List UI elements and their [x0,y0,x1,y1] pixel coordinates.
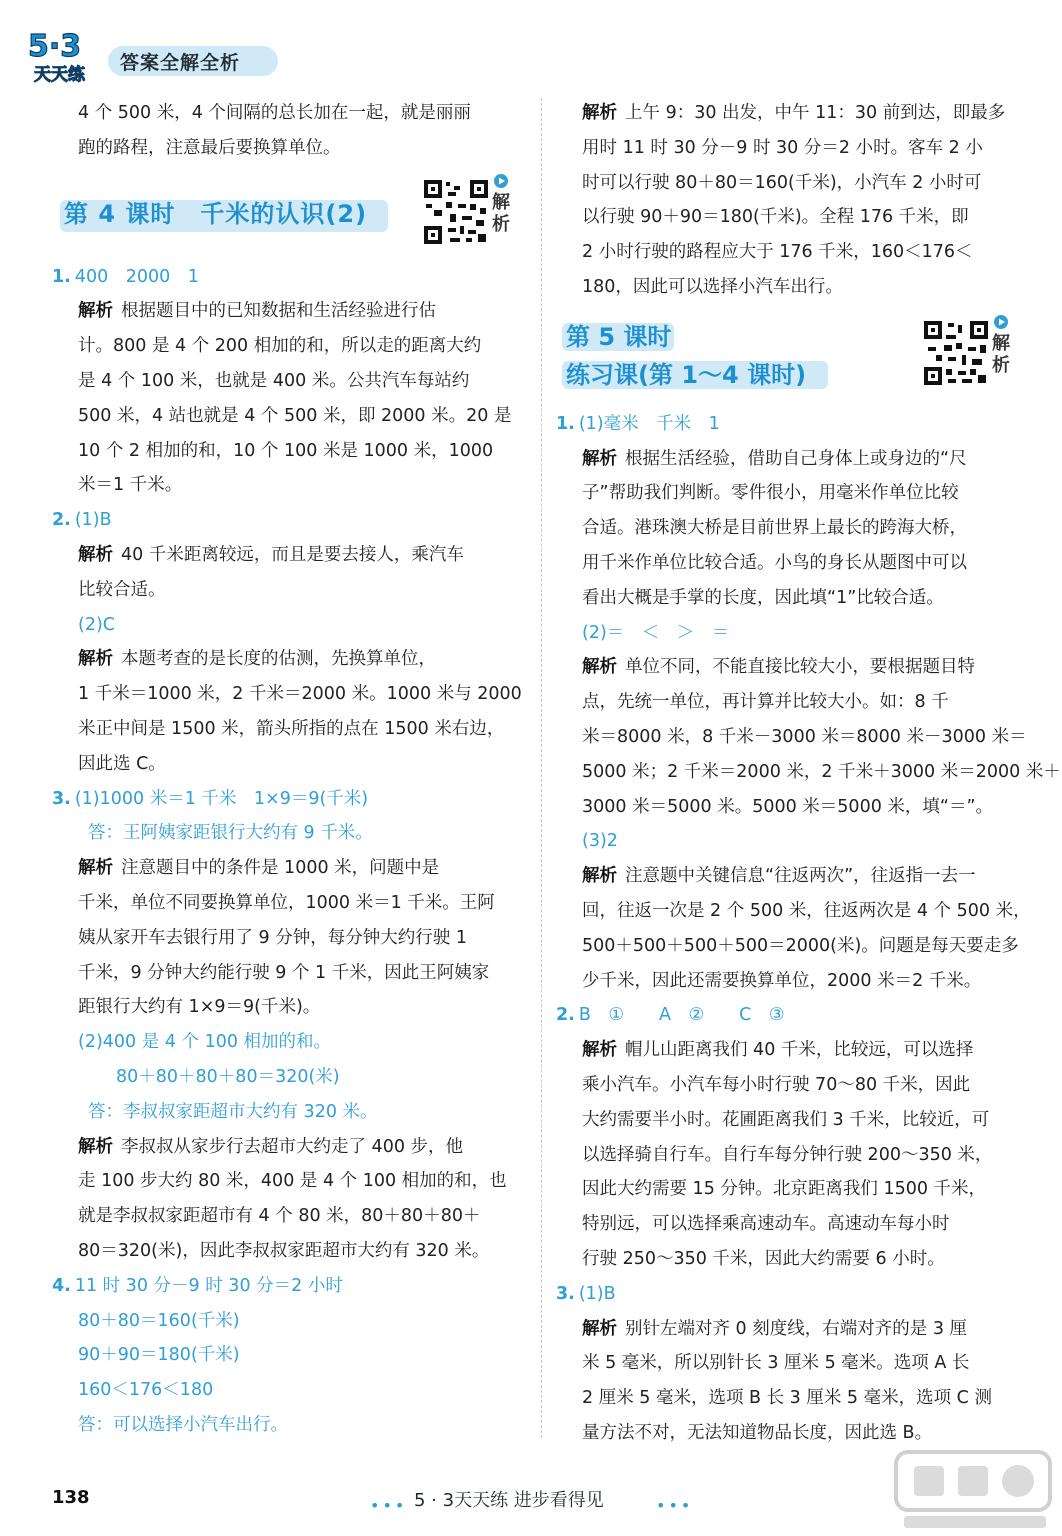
text-line [52,677,522,712]
text-line: 4 个 500 米，4 个间隔的总长加在一起，就是丽丽 [78,103,471,123]
qr-label: 解析 [992,332,1010,376]
text-line [556,511,1026,546]
text: 合适。港珠澳大桥是目前世界上最长的跨海大桥， [582,518,967,539]
text-line [556,720,1026,755]
answer-text: 80＋80＝160(千米) [78,1310,240,1331]
text-line [52,1234,522,1269]
answer-text: 80＋80＋80＋80＝320(米) [116,1066,340,1087]
text: 点，先统一单位，再计算并比较大小。如：8 千 [582,692,949,713]
text: 就是李叔叔家距超市有 4 个 80 米，80＋80＋80＋ [78,1206,481,1227]
question-number: 1. [52,266,71,287]
explanation-line [556,859,1026,894]
text: 计。800 是 4 个 200 相加的和，所以走的距离大约 [78,336,482,357]
text-line [556,270,1026,305]
lesson-5-title: 第 5 课时 [566,322,672,351]
explanation-text: 李叔叔从家步行去超市大约走了 400 步，他 [121,1136,464,1157]
answer-text: (2)C [78,614,116,635]
text-line [556,1416,1026,1451]
text: 走 100 步大约 80 米，400 是 4 个 100 相加的和，也 [78,1171,507,1192]
explanation-label: 解析 [582,866,617,887]
text: 以行驶 90＋90＝180(千米)。全程 176 千米，即 [582,207,969,228]
question-answer [52,260,522,295]
text: 用千米作单位比较合适。小鸟的身长从题图中可以 [582,552,967,573]
play-icon[interactable] [494,174,508,188]
text: 因此选 C。 [78,753,166,774]
question-answer [52,1269,522,1304]
answer-text: 11 时 30 分－9 时 30 分＝2 小时 [74,1275,343,1296]
explanation-line [556,442,1026,477]
text: 2 厘米 5 毫米，选项 B 长 3 厘米 5 毫米，选项 C 测 [582,1388,992,1409]
answer-text: 160＜176＜180 [78,1380,214,1401]
answer-text: (1)毫米 千米 1 [578,413,720,434]
right-top-list [556,96,1026,305]
question-number: 2. [52,510,71,531]
play-icon[interactable] [994,315,1008,329]
text-line [556,581,1026,616]
text: 少千米，因此还需要换算单位，2000 米＝2 千米。 [582,970,982,991]
question-number: 2. [556,1005,575,1026]
text-line [556,1207,1026,1242]
text: 500＋500＋500＋500＝2000(米)。问题是每天要走多 [582,935,1019,956]
text: 米 5 毫米，所以别针长 3 厘米 5 毫米。选项 A 长 [582,1353,970,1374]
answer-text: 答：可以选择小汽车出行。 [78,1414,288,1435]
answer-line [52,1408,522,1443]
text: 回，往返一次是 2 个 500 米，往返两次是 4 个 500 米， [582,900,1031,921]
header-title: 答案全解全析 [120,52,241,74]
lesson-4-banner [52,172,522,250]
text-line [52,1164,522,1199]
text-line [556,166,1026,201]
svg-text:5·3: 5·3 [28,29,82,64]
text-line [52,886,522,921]
text: 距银行大约有 1×9＝9(千米)。 [78,997,321,1018]
text-line [52,329,522,364]
text-line [556,1068,1026,1103]
answer-text: (3)2 [582,831,618,852]
answer-line [52,1060,522,1095]
left-column [52,96,522,1443]
lesson-5-subtitle: 练习课(第 1～4 课时) [566,360,807,389]
explanation-label: 解析 [78,544,113,565]
column-divider [541,98,542,1438]
text: 米＝1 千米。 [78,475,183,496]
text-line [52,573,522,608]
page-number: 138 [52,1487,90,1508]
text-line [52,1199,522,1234]
explanation-text: 本题考查的是长度的估测，先换算单位， [121,649,436,670]
text: 米＝8000 米，8 千米－3000 米＝8000 米－3000 米＝ [582,726,1027,747]
question-answer [556,998,1026,1033]
right-answer-list [556,407,1061,1451]
text: 500 米，4 站也就是 4 个 500 米，即 2000 米。20 是 [78,405,512,426]
explanation-label: 解析 [78,1136,113,1157]
text-line [556,546,1026,581]
qr-label: 解析 [492,191,510,235]
text-line [556,1103,1026,1138]
text-line [556,790,1026,825]
question-answer [52,503,522,538]
text: 时可以行驶 80＋80＝160(千米)，小汽车 2 小时可 [582,172,982,193]
answer-line [52,1095,522,1130]
answer-line [52,1338,522,1373]
answer-text: 答：李叔叔家距超市大约有 320 米。 [88,1101,378,1122]
explanation-line [52,851,522,886]
text-line [556,1381,1026,1416]
answer-text: (1)1000 米＝1 千米 1×9＝9(千米) [74,788,369,809]
explanation-line [556,1033,1026,1068]
explanation-label: 解析 [582,1318,617,1339]
answer-text: B ① A ② C ③ [578,1005,785,1026]
watermark-logo-icon [890,1448,1060,1534]
explanation-label: 解析 [582,657,617,678]
text: 看出大概是手掌的长度，因此填“1”比较合适。 [582,587,944,608]
footer-dots-right: ••• [656,1496,694,1515]
footer-dots-left: ••• [370,1496,408,1515]
text: 子”帮助我们判断。零件很小，用毫米作单位比较 [582,483,959,504]
text: 5000 米；2 千米＝2000 米，2 千米＋3000 米＝2000 米＋ [582,761,1061,782]
explanation-text: 单位不同，不能直接比较大小，要根据题目特 [625,657,975,678]
explanation-text: 帽儿山距离我们 40 千米，比较远，可以选择 [625,1040,974,1061]
answer-text: (1)B [74,510,112,531]
text: 量方法不对，无法知道物品长度，因此选 B。 [582,1422,933,1443]
text-line: 跑的路程，注意最后要换算单位。 [78,137,341,158]
explanation-line [556,650,1026,685]
question-number: 1. [556,413,575,434]
text-line [52,921,522,956]
answer-text: 答：王阿姨家距银行大约有 9 千米。 [88,823,373,844]
question-number: 3. [52,788,71,809]
text: 大约需要半小时。花圃距离我们 3 千米，比较近，可 [582,1109,990,1130]
text: 姨从家开车去银行用了 9 分钟，每分钟大约行驶 1 [78,927,467,948]
explanation-text: 上午 9：30 出发，中午 11：30 前到达，即最多 [625,103,1006,123]
text-line [52,747,522,782]
text: 以选择骑自行车。自行车每分钟行驶 200～350 米， [582,1144,993,1165]
explanation-label: 解析 [78,649,113,670]
text: 米正中间是 1500 米，箭头所指的点在 1500 米右边， [78,718,505,739]
text: 因此大约需要 15 分钟。北京距离我们 1500 千米， [582,1179,987,1200]
lesson-4-title: 第 4 课时 千米的认识(2) [64,199,368,228]
text-line [556,1242,1026,1277]
text-line [52,990,522,1025]
text: 2 小时行驶的路程应大于 176 千米，160＜176＜ [582,242,973,263]
text-line [556,200,1026,235]
text-line [52,468,522,503]
right-column [556,96,1061,1451]
text-line [52,434,522,469]
explanation-text: 40 千米距离较远，而且是要去接人，乘汽车 [121,544,464,565]
explanation-text: 别针左端对齐 0 刻度线，右端对齐的是 3 厘 [625,1318,968,1339]
text: 是 4 个 100 米，也就是 400 米。公共汽车每站约 [78,370,470,391]
explanation-text: 注意题中关键信息“往返两次”，往返指一去一 [625,866,976,887]
text-line [556,929,1026,964]
answer-line [556,824,1026,859]
answer-text: (1)B [578,1283,616,1304]
text-line [556,755,1061,790]
question-number: 4. [52,1275,71,1296]
text: 乘小汽车。小汽车每小时行驶 70～80 千米，因此 [582,1074,971,1095]
question-answer [556,1277,1026,1312]
text: 特别远，可以选择乘高速动车。高速动车每小时 [582,1214,950,1235]
text-line [556,235,1026,270]
explanation-line [556,96,1026,131]
text-line [556,1346,1026,1381]
answer-line [52,1304,522,1339]
answer-text: 400 2000 1 [74,266,199,287]
text: 80＝320(米)，因此李叔叔家距超市大约有 320 米。 [78,1240,490,1261]
answer-line [52,1373,522,1408]
explanation-label: 解析 [78,301,113,322]
text-line [556,131,1026,166]
answer-text: (2)400 是 4 个 100 相加的和。 [78,1032,332,1053]
explanation-label: 解析 [582,1040,617,1061]
text: 3000 米＝5000 米。5000 米＝5000 米，填“＝”。 [582,796,994,817]
answer-line [556,616,1026,651]
text: 千米，9 分钟大约能行驶 9 个 1 千米，因此王阿姨家 [78,962,490,983]
answer-text: (2)＝ ＜ ＞ ＝ [582,622,730,643]
qr-code-icon[interactable] [922,319,990,387]
text: 比较合适。 [78,579,166,600]
text-line [52,712,522,747]
explanation-text: 注意题目中的条件是 1000 米，问题中是 [121,858,440,879]
explanation-label: 解析 [582,448,617,469]
footer-slogan: 5 · 3天天练 进步看得见 [414,1490,604,1511]
text: 10 个 2 相加的和，10 个 100 米是 1000 米，1000 [78,440,494,461]
explanation-line [52,294,522,329]
text-line [52,364,522,399]
answer-line [52,1025,522,1060]
answer-line [52,816,522,851]
answer-text: 90＋90＝180(千米) [78,1345,240,1366]
text: 行驶 250～350 千米，因此大约需要 6 小时。 [582,1248,945,1269]
text-line [556,476,1026,511]
explanation-line [556,1312,1026,1347]
text: 1 千米＝1000 米，2 千米＝2000 米。1000 米与 2000 [78,684,522,705]
explanation-line [52,538,522,573]
qr-code-icon[interactable] [422,178,490,246]
question-answer [52,782,522,817]
question-number: 3. [556,1283,575,1304]
svg-text:天天练: 天天练 [34,65,85,85]
text-line [556,685,1026,720]
text: 用时 11 时 30 分－9 时 30 分＝2 小时。客车 2 小 [582,137,983,158]
text-line [556,894,1031,929]
explanation-text: 根据题目中的已知数据和生活经验进行估 [121,301,436,322]
answer-line [52,608,522,643]
explanation-line [52,1130,522,1165]
explanation-text: 根据生活经验，借助自己身体上或身边的“尺 [625,448,967,469]
explanation-label: 解析 [78,858,113,879]
question-answer [556,407,1026,442]
text-line [556,1172,1026,1207]
text: 180，因此可以选择小汽车出行。 [582,276,843,297]
text-line [52,399,522,434]
text-line [556,964,1026,999]
text: 千米，单位不同要换算单位，1000 米＝1 千米。王阿 [78,892,495,913]
lesson-5-banner [556,311,1026,397]
logo-5-3-icon [24,22,112,88]
explanation-line [52,642,522,677]
text-line [52,956,522,991]
explanation-label: 解析 [582,103,617,123]
left-answer-list [52,260,522,1443]
text-line [556,1138,1026,1173]
